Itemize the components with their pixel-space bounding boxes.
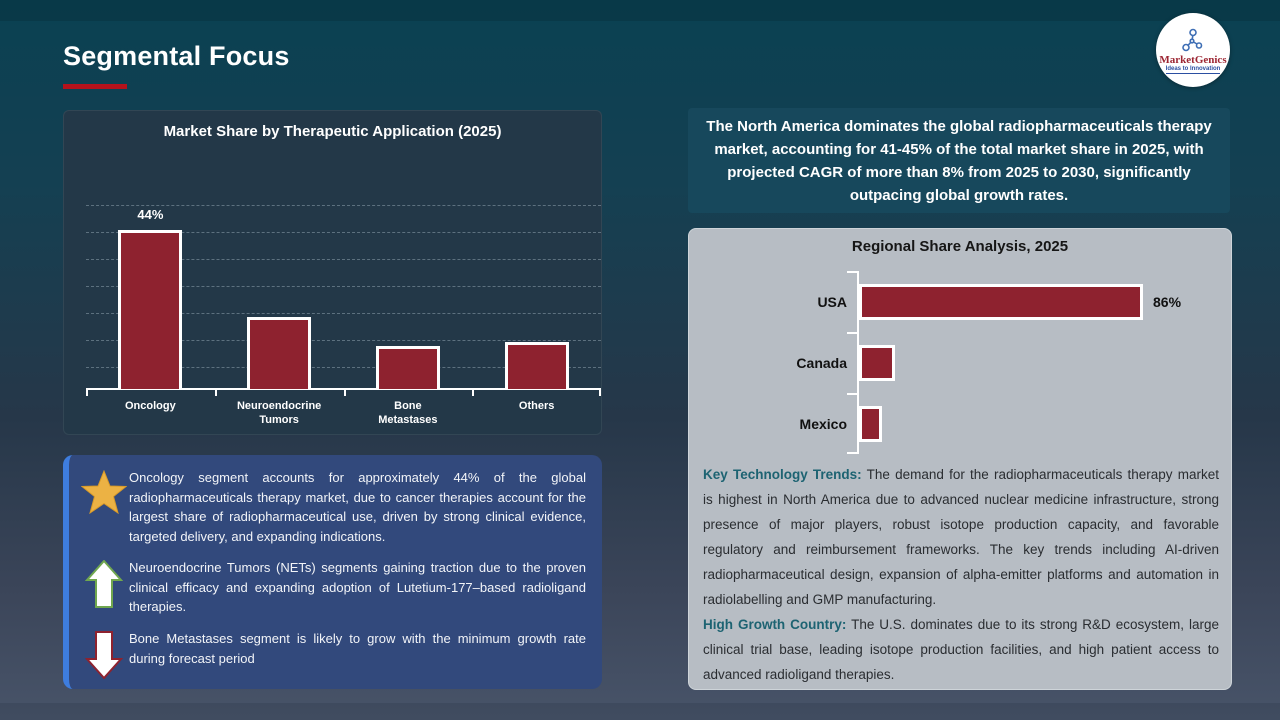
analysis-label: High Growth Country: <box>703 617 847 632</box>
molecule-icon <box>1180 27 1206 53</box>
bar-usa <box>859 284 1143 320</box>
therapeutic-chart-title: Market Share by Therapeutic Application (2025) <box>163 123 502 140</box>
bar-others <box>505 342 569 389</box>
headline-text: The North America dominates the global radiopharmaceuticals therapy market, accounting for 41-45% of the total market share in 2025, with projected CAGR of more than 8% from 2025 to 2030, significantly outpacing global growth rates. <box>706 117 1212 204</box>
insight-text: Oncology segment accounts for approximately 44% of the global radiopharmaceuticals therapy market, due to cancer therapies account for the largest share of radiopharmaceutical use, driven by strong clinical evidence, targeted delivery, and expanding indications. <box>129 470 586 544</box>
bar-mexico <box>859 406 882 442</box>
category-label: Bone Metastases <box>378 400 438 426</box>
bottom-band <box>0 703 1280 720</box>
analysis-text <box>703 462 1219 687</box>
category-label: USA <box>817 293 847 310</box>
logo-name: MarketGenics <box>1159 53 1227 66</box>
category-label: Oncology <box>125 400 176 412</box>
therapeutic-chart-plot <box>86 151 601 389</box>
headline-box <box>688 108 1230 213</box>
regional-chart-title: Regional Share Analysis, 2025 <box>851 238 1069 255</box>
axis-tick <box>344 389 346 396</box>
star-icon <box>79 470 129 514</box>
bar-canada <box>859 345 895 381</box>
insight-item <box>79 558 586 617</box>
bar-value-label: 44% <box>137 207 164 222</box>
analysis-paragraph: High Growth Country: The U.S. dominates due to its strong R&D ecosystem, large clinical trial base, leading isotope production facilities, and high patient access to advanced radioligand therapies. <box>703 617 1219 682</box>
axis-tick <box>215 389 217 396</box>
chart-row <box>689 271 1231 332</box>
logo-tagline: Ideas to Innovation <box>1165 65 1221 72</box>
category-label: Neuroendocrine Tumors <box>236 400 322 426</box>
insight-text: Neuroendocrine Tumors (NETs) segments gaining traction due to the proven clinical efficacy and expanding adoption of Lutetium-177–based radioligand therapies. <box>129 560 586 615</box>
up-arrow-icon <box>79 560 129 608</box>
axis-tick <box>86 389 88 396</box>
axis-tick <box>599 389 601 396</box>
bar-neuroendocrine-tumors <box>247 317 311 389</box>
bar-bone-metastases <box>376 346 440 389</box>
category-label: Others <box>518 400 555 412</box>
insight-text: Bone Metastases segment is likely to grow with the minimum growth rate during forecast period <box>129 631 586 666</box>
chart-row <box>689 393 1231 454</box>
chart-row <box>689 332 1231 393</box>
therapeutic-chart-panel <box>63 110 602 435</box>
bar-oncology <box>118 230 182 389</box>
page-title: Segmental Focus <box>63 41 290 71</box>
axis-tick <box>472 389 474 396</box>
down-arrow-icon <box>79 631 129 679</box>
bar-value-label: 86% <box>1153 293 1182 310</box>
top-band <box>0 0 1280 21</box>
marketgenics-logo <box>1156 13 1230 87</box>
segment-insights-box <box>63 455 602 689</box>
regional-chart-plot <box>689 271 1231 454</box>
analysis-paragraph: Key Technology Trends: The demand for the radiopharmaceuticals therapy market is highest in North America due to advanced nuclear medicine infrastructure, strong presence of major players, robust isotope production capacity, and favorable regulatory and reimbursement frameworks. The key trends including AI-driven radiopharmaceutical design, expansion of alpha-emitter platforms and automation in radiolabelling and GMP manufacturing. <box>703 467 1220 607</box>
category-label: Canada <box>796 354 847 371</box>
insight-item <box>79 629 586 679</box>
title-underline <box>63 84 127 89</box>
analysis-label: Key Technology Trends: <box>703 467 862 482</box>
regional-analysis-panel <box>688 228 1232 690</box>
category-label: Mexico <box>799 415 847 432</box>
insight-item <box>79 468 586 546</box>
gridline <box>86 205 601 206</box>
